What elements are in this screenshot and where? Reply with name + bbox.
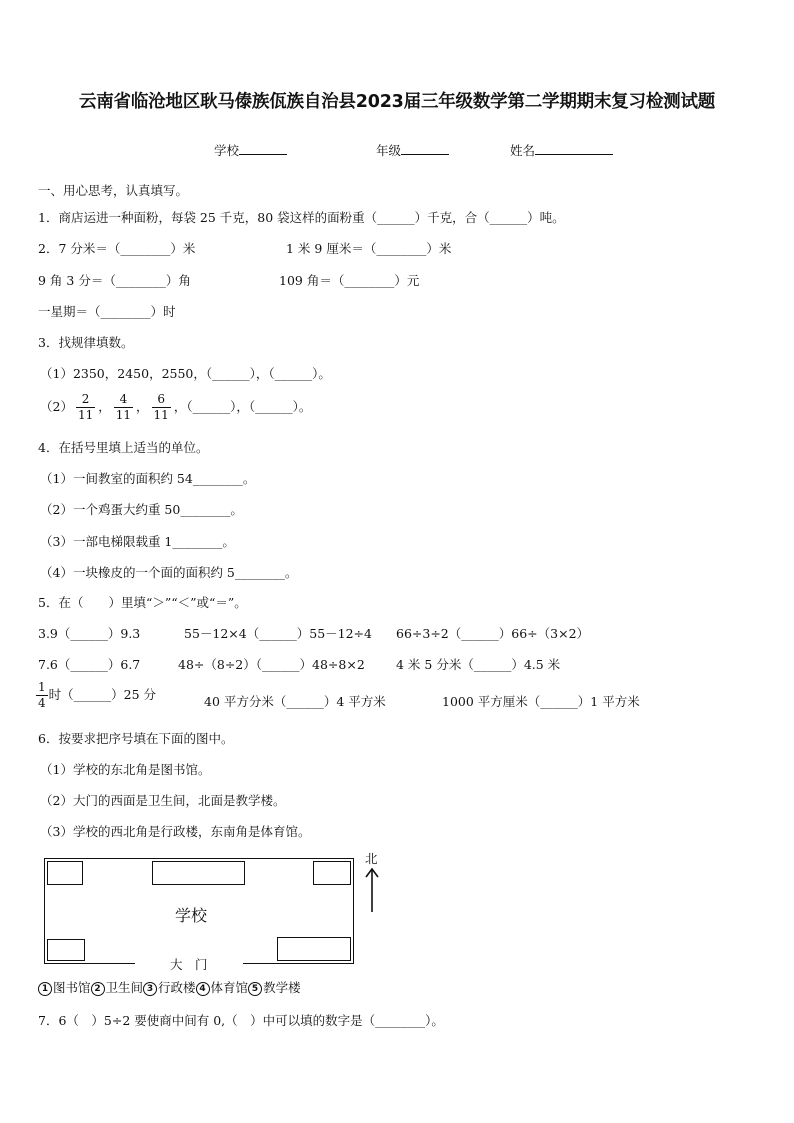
circled-number: 3 [143, 982, 157, 996]
section-heading: 一、用心思考，认真填写。 [38, 183, 189, 198]
question-1: 1．商店运进一种面粉，每袋 25 千克，80 袋这样的面粉重（______）千克，合（______）吨。 [38, 210, 565, 225]
circled-number: 5 [248, 982, 262, 996]
fraction-numerator: 6 [152, 392, 171, 408]
legend-label: 图书馆 [53, 980, 91, 995]
fraction-6-11 [152, 392, 171, 423]
legend-label: 教学楼 [263, 980, 301, 995]
map-legend [38, 978, 301, 996]
legend-item [38, 980, 91, 995]
question-3: 3．找规律填数。 [38, 335, 134, 350]
fraction-2-11 [76, 392, 95, 423]
question-2d: 109 角＝（________）元 [279, 273, 420, 288]
question-2c: 9 角 3 分＝（________）角 [38, 273, 191, 288]
question-6: 6．按要求把序号填在下面的图中。 [38, 731, 234, 746]
question-6-item: （3）学校的西北角是行政楼，东南角是体育馆。 [40, 824, 311, 839]
question-6-item: （2）大门的西面是卫生间，北面是教学楼。 [40, 793, 286, 808]
name-field [510, 141, 613, 159]
grade-blank [401, 142, 449, 155]
name-blank [535, 142, 613, 155]
question-4-item: （2）一个鸡蛋大约重 50________。 [40, 502, 243, 517]
circled-number: 4 [196, 982, 210, 996]
fraction-4-11 [114, 392, 133, 423]
question-5-row3-b: 40 平方分米（______）4 平方米 [204, 694, 386, 709]
map-box-northeast [313, 861, 351, 885]
page-title: 云南省临沧地区耿马傣族佤族自治县2023届三年级数学第二学期期末复习检测试题 [78, 92, 716, 112]
question-5-row3-a [36, 680, 156, 711]
question-5: 5．在（ ）里填“＞”“＜”或“＝”。 [38, 595, 247, 610]
legend-item [196, 980, 249, 995]
question-3-part-2-suffix: ，（______），（______）。 [173, 399, 312, 414]
grade-field [376, 141, 449, 159]
fraction-numerator: 4 [114, 392, 133, 408]
question-3-part-2-prefix: （2） [40, 399, 73, 414]
question-2b: 1 米 9 厘米＝（________）米 [286, 241, 452, 256]
question-5-row1-b: 55－12×4（______）55－12÷4 [184, 626, 372, 641]
fraction-denominator: 11 [115, 408, 132, 422]
circled-number: 2 [91, 982, 105, 996]
north-arrow-icon [363, 866, 381, 914]
fraction-denominator: 11 [153, 408, 169, 422]
legend-item [248, 980, 301, 995]
question-5-row3-a-text: 时（______）25 分 [48, 687, 157, 702]
name-label: 姓名 [510, 143, 536, 158]
legend-label: 行政楼 [158, 980, 196, 995]
map-box-north [152, 861, 245, 885]
question-3-part-2: （2） $\frac{2}{11}$ ， $\frac{4}{11}$ ， $\frac{6}{11}$ ，（______），（______）。 [40, 392, 312, 422]
question-5-row2-a: 7.6（______）6.7 [38, 657, 141, 672]
fraction-numerator: 2 [76, 392, 95, 408]
map-box-northwest [47, 861, 83, 885]
school-map [44, 858, 354, 964]
question-6-item: （1）学校的东北角是图书馆。 [40, 762, 211, 777]
north-label: 北 [365, 851, 378, 866]
question-4-item: （1）一间教室的面积约 54________。 [40, 471, 256, 486]
school-label: 学校 [214, 143, 240, 158]
school-blank [239, 142, 287, 155]
question-5-row1-a: 3.9（______）9.3 [38, 626, 141, 641]
map-box-southwest [47, 939, 85, 961]
legend-item [143, 980, 196, 995]
fraction-denominator: 11 [77, 408, 94, 422]
fraction-denominator: 4 [38, 696, 46, 710]
school-field [214, 141, 287, 159]
legend-item [91, 980, 144, 995]
map-school-label: 学校 [175, 906, 208, 925]
question-3-part-1: （1）2350，2450，2550，（______），（______）。 [40, 366, 331, 381]
question-2e: 一星期＝（________）时 [38, 304, 176, 319]
question-5-row1-c: 66÷3÷2（______）66÷（3×2） [396, 626, 590, 641]
question-5-row3-c: 1000 平方厘米（______）1 平方米 [442, 694, 640, 709]
question-4: 4．在括号里填上适当的单位。 [38, 440, 209, 455]
map-gate-label: 大 门 [170, 957, 208, 972]
question-5-row2-b: 48÷（8÷2）（______）48÷8×2 [178, 657, 365, 672]
legend-label: 体育馆 [210, 980, 249, 995]
question-7: 7．6（ ）5÷2 要使商中间有 0,（ ）中可以填的数字是（________）。 [38, 1013, 444, 1028]
question-2a: 2．7 分米＝（________）米 [38, 241, 196, 256]
grade-label: 年级 [376, 143, 402, 158]
map-box-southeast [277, 937, 351, 961]
legend-label: 卫生间 [105, 980, 144, 995]
fraction-1-4 [36, 680, 48, 711]
circled-number: 1 [38, 982, 52, 996]
question-4-item: （3）一部电梯限载重 1________。 [40, 534, 235, 549]
question-5-row2-c: 4 米 5 分米（______）4.5 米 [396, 657, 561, 672]
question-4-item: （4）一块橡皮的一个面的面积约 5________。 [40, 565, 298, 580]
fraction-numerator: 1 [38, 680, 46, 694]
